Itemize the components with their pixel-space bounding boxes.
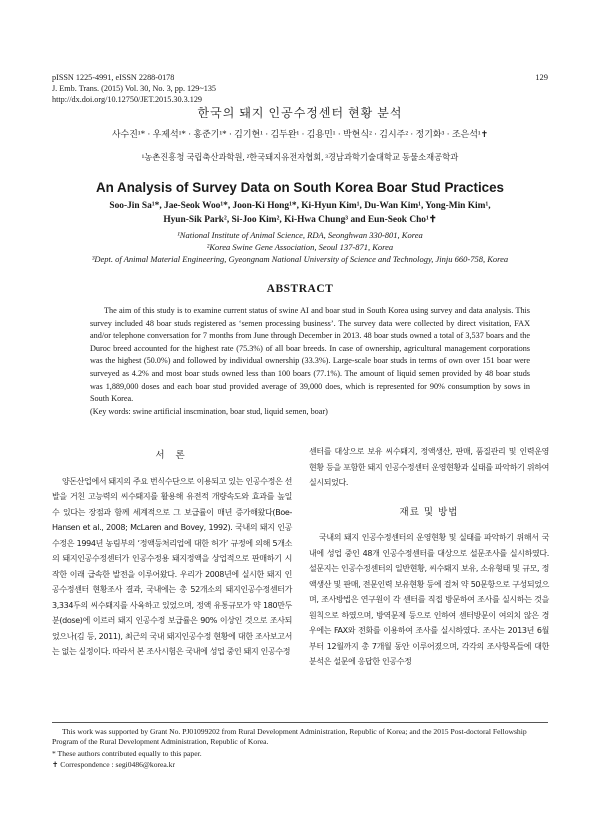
- abstract-heading: ABSTRACT: [266, 283, 334, 295]
- affiliation-1: ¹National Institute of Animal Science, RDA, Seonghwan 330-801, Korea: [177, 230, 423, 240]
- methods-heading: 재료 및 방법: [399, 506, 459, 518]
- intro-heading: 서 론: [155, 450, 189, 461]
- korean-title: 한국의 돼지 인공수정센터 현황 분석: [197, 106, 403, 120]
- korean-authors: 사수진¹* · 우제석¹* · 홍준기¹* · 김기현¹ · 김두완¹ · 김용민¹ · 박현식² · 김시주² · 정기화³ · 조은석¹✝: [111, 129, 489, 139]
- journal-citation: J. Emb. Trans. (2015) Vol. 30, No. 3, pp. 129~135: [52, 84, 217, 93]
- abstract-text: The aim of this study is to examine current status of swine AI and boar stud in South Korea using survey and data analysis. This survey included 48 boar studs registered as ‘semen processing business’. The survey data were collected by direct visitation, FAX and/or telephone conversation for 7 months from June through December in 2013. 48 boar studs owned a total of 3,537 boars and the Duroc breed accounted for the highest rate (75.3%) of all boar breeds. In case of ownership, agricultural management corporations was the highest (50.0%) and followed by individual ownership (33.3%). Large-scale boar studs in terms of own over 151 boar were surveyed as 4.2% and most boar studs owned less than 100 boars (77.1%). The amount of liquid semen provided by 48 boar studs was 1,889,000 doses and each boar stud provided average of 39,000 does, which is represented for 90% consumption by sows in South Korea.: [90, 306, 530, 404]
- correspondence-footnote[interactable]: ✝ Correspondence : segi0486@korea.kr: [52, 760, 176, 769]
- abstract-keywords: (Key words: swine artificial inscmination, boar stud, liquid semen, boar): [90, 406, 328, 416]
- intro-paragraph-1: 양돈산업에서 돼지의 주요 번식수단으로 이용되고 있는 인공수정은 선발을 거친 고능력의 씨수퇘지를 활용해 유전적 개량속도와 효과를 높일 수 있다는 장점과 함께 세계적으로 그 보급률이 매년 증가해왔다(Boe-Hansen et al., 2008; McLaren and Bovey, 1992). 국내의 돼지 인공수정은 1994년 농림부의 ‘정액등처리업에 대한 허가’ 규정에 의해 5개소의 돼지인공수정센터가 인공수정용 돼지정액을 상업적으로 판매하기 시작한 이래 급속한 발전을 이루어왔다. 우리가 2008년에 실시한 돼지 인공수정센터 현황조사 결과, 국내에는 총 52개소의 돼지인공수정센터가 3,334두의 씨수퇘지를 사육하고 있었으며, 정액 유통규모가 약 180만두 분(dose)에 이르러 돼지 인공수정 보급률은 90% 이상인 것으로 조사되었으나(김 등, 2011), 최근의 국내 돼지인공수정 현황에 대한 조사보고서는 없는 실정이다. 따라서 본 조사시험은 국내에 성업 중인 돼지 인공수정: [52, 476, 292, 656]
- equal-contribution-footnote: * These authors contributed equally to this paper.: [52, 749, 202, 758]
- methods-paragraph: 국내의 돼지 인공수정센터의 운영현황 및 실태를 파악하기 위해서 국내에 성업 중인 48개 인공수정센터를 대상으로 설문조사를 실시하였다. 설문지는 인공수정센터의 일반현황, 씨수퇘지 보유, 소유형태 및 규모, 정액생산 및 판매, 전문인력 보유현황 등에 걸쳐 약 50문항으로 구성되었으며, 조사방법은 연구원이 각 센터를 직접 방문하여 조사를 실시하는 것을 원칙으로 하였으며, 방역문제 등으로 인하여 센터방문이 여의치 않은 경우에는 FAX와 전화를 이용하여 조사를 실시하였다. 조사는 2013년 6월부터 12월까지 총 7개월 동안 이루어졌으며, 각각의 조사항목들에 대한 분석은 설문에 응답한 인공수정: [309, 533, 549, 666]
- affiliation-2: ²Korea Swine Gene Association, Seoul 137-871, Korea: [206, 242, 394, 252]
- right-column: [309, 444, 549, 670]
- left-column: [52, 448, 292, 660]
- doi-link[interactable]: http://dx.doi.org/10.12750/JET.2015.30.3.129: [52, 95, 203, 104]
- page-number: 129: [535, 72, 548, 82]
- footnote-rule: [52, 722, 548, 723]
- english-authors-line-1: Soo-Jin Sa¹*, Jae-Seok Woo¹*, Joon-Ki Hong¹*, Ki-Hyun Kim¹, Du-Wan Kim¹, Yong-Min Kim¹,: [109, 201, 491, 211]
- funding-footnote: This work was supported by Grant No. PJ01099202 from Rural Development Administration, Republic of Korea; and the 2015 Post-doctoral Fellowship Program of the Rural Development Administration, Republic of Korea.: [52, 727, 527, 747]
- abstract-body: [90, 305, 530, 418]
- affiliation-3: ³Dept. of Animal Material Engineering, Gyeongnam National University of Science and Technology, Jinju 660-758, Korea: [91, 254, 509, 264]
- english-authors-line-2: Hyun-Sik Park², Si-Joo Kim², Ki-Hwa Chung³ and Eun-Seok Cho¹✝: [163, 215, 437, 225]
- issn-line: pISSN 1225-4991, eISSN 2288-0178: [52, 73, 175, 82]
- korean-affiliations: ¹농촌진흥청 국립축산과학원, ²한국돼지유전자협회, ³경남과학기술대학교 동물소재공학과: [141, 153, 459, 162]
- english-title: An Analysis of Survey Data on South Korea Boar Stud Practices: [95, 180, 505, 195]
- intro-paragraph-2: 센터를 대상으로 보유 씨수퇘지, 정액생산, 판매, 품질관리 및 인력운영 현황 등을 포함한 돼지 인공수정센터 운영현황과 실태를 파악하기 위하여 실시되었다.: [309, 447, 549, 487]
